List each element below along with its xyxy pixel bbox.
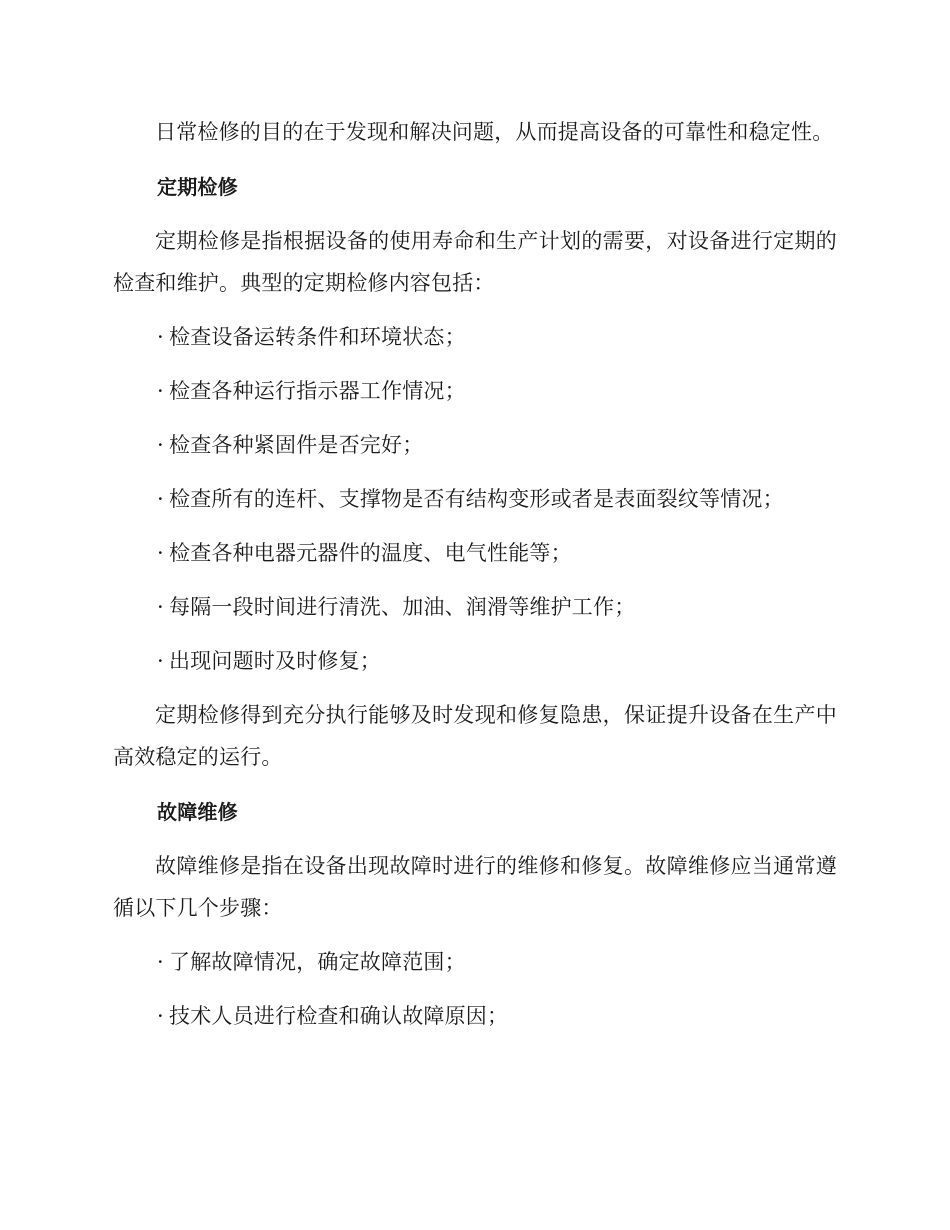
list-item — [113, 995, 837, 1037]
fault-steps-list — [113, 941, 837, 1037]
list-item-text: 每隔一段时间进行清洗、加油、润滑等维护工作； — [169, 595, 636, 619]
bullet-icon: · — [157, 379, 164, 403]
bullet-icon: · — [157, 433, 164, 457]
bullet-icon: · — [157, 487, 164, 511]
list-item-text: 检查各种紧固件是否完好； — [169, 433, 424, 457]
periodic-conclusion-paragraph: 定期检修得到充分执行能够及时发现和修复隐患，保证提升设备在生产中高效稳定的运行。 — [113, 703, 837, 769]
list-item-text: 技术人员进行检查和确认故障原因； — [169, 1004, 509, 1028]
periodic-intro-paragraph: 定期检修是指根据设备的使用寿命和生产计划的需要，对设备进行定期的检查和维护。典型的定期检修内容包括： — [113, 229, 837, 295]
bullet-icon: · — [157, 649, 164, 673]
list-item-text: 检查各种运行指示器工作情况； — [169, 379, 466, 403]
list-item — [113, 532, 837, 574]
list-item — [113, 586, 837, 628]
periodic-checklist — [113, 316, 837, 682]
bullet-icon: · — [157, 595, 164, 619]
bullet-icon: · — [157, 950, 164, 974]
list-item — [113, 424, 837, 466]
document-body — [113, 111, 837, 1037]
bullet-icon: · — [157, 325, 164, 349]
list-item — [113, 316, 837, 358]
list-item — [113, 941, 837, 983]
list-item — [113, 640, 837, 682]
list-item-text: 检查各种电器元器件的温度、电气性能等； — [169, 541, 572, 565]
list-item-text: 检查所有的连杆、支撑物是否有结构变形或者是表面裂纹等情况； — [169, 487, 784, 511]
heading-periodic-maintenance: 定期检修 — [157, 175, 238, 199]
list-item-text: 了解故障情况，确定故障范围； — [169, 950, 466, 974]
heading-fault-repair: 故障维修 — [157, 800, 238, 824]
bullet-icon: · — [157, 1004, 164, 1028]
fault-intro-paragraph: 故障维修是指在设备出现故障时进行的维修和修复。故障维修应当通常遵循以下几个步骤： — [113, 854, 837, 920]
list-item-text: 检查设备运转条件和环境状态； — [169, 325, 466, 349]
list-item — [113, 370, 837, 412]
list-item — [113, 478, 837, 520]
intro-paragraph: 日常检修的目的在于发现和解决问题，从而提高设备的可靠性和稳定性。 — [155, 120, 834, 144]
list-item-text: 出现问题时及时修复； — [169, 649, 381, 673]
bullet-icon: · — [157, 541, 164, 565]
